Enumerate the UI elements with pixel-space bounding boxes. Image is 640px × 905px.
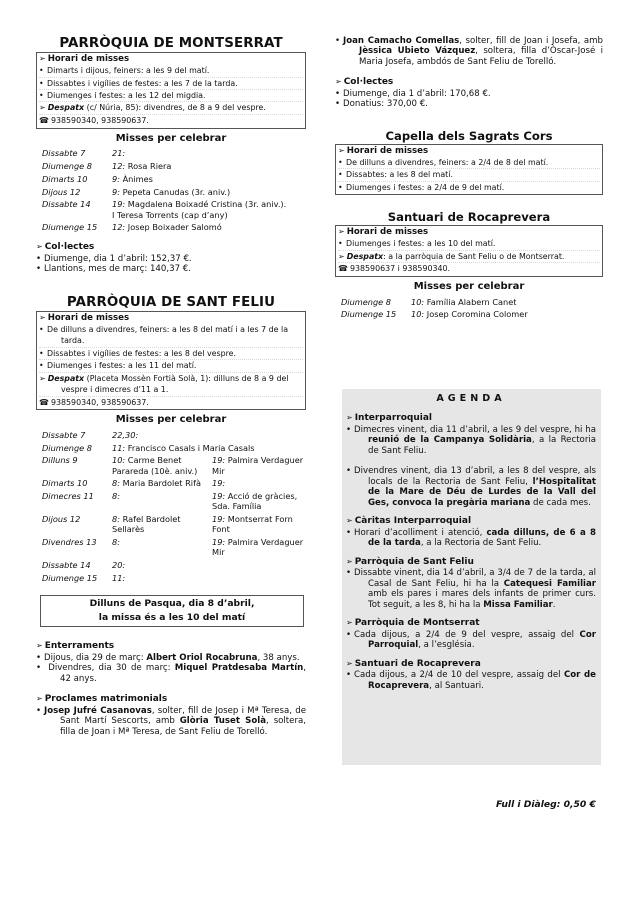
agenda-item: • Divendres vinent, dia 13 d’abril, a les 8 del vespre, als locals de la Rectoria de Sant Feliu, l’Hospitalitat de la Mare de Déu de Lurdes de la Vall del Ges, convoca la pregària mariana de cada mes. (346, 466, 596, 508)
agenda-heading: ➢ Parròquia de Montserrat (346, 618, 480, 629)
table-row: Diumenge 15 12: Josep Boixader Salomó (42, 222, 222, 233)
bullet-icon: • (36, 264, 42, 275)
list-item: • Joan Camacho Comellas, solter, fill de Joan i Josefa, amb Jèssica Ubieto Vázquez, soltera, filla d’Òscar-José i Maria Josefa, ambdós de Sant Feliu de Torelló. (335, 36, 603, 67)
agenda-item: • Cada dijous, a 2/4 de 10 del vespre, assaig del Cor de Rocaprevera, al Santuari. (346, 670, 597, 691)
phone-line: ☎ 938590340, 938590637. (39, 396, 303, 409)
list-item: • Donatius: 370,00 €. (335, 99, 428, 110)
bullet-icon: • (346, 568, 352, 579)
table-row: Diumenge 15 11: (42, 572, 126, 583)
table-row: Dissabte 14 20: (42, 560, 126, 571)
list-item: • Dijous, dia 29 de març: Albert Oriol Rocabruna, 38 anys. (36, 652, 300, 663)
agenda-heading: ➢ Parròquia de Sant Feliu (346, 556, 474, 567)
capella-section (335, 130, 603, 195)
list-item: • Josep Jufré Casanovas, solter, fill de Josep i Mª Teresa, de Sant Martí Sescorts, amb Glòria Tuset Solà, soltera, filla de Joan i Mª Teresa, de Sant Feliu de Torelló. (36, 705, 306, 737)
bullet-icon: • (36, 663, 42, 674)
arrow-icon: ➢ (39, 103, 46, 113)
bullet-icon: • (36, 253, 42, 264)
arrow-icon: ➢ (338, 145, 345, 155)
arrow-icon: ➢ (39, 373, 46, 383)
table-row: Diumenge 8 11: Francisco Casals i Maria Casals (42, 442, 255, 453)
agenda-title: AGENDA (436, 393, 506, 404)
santfeliu-misses-table (36, 429, 306, 585)
table-row: Dimarts 10 8: Maria Bardolet Rifà 19: (42, 478, 226, 489)
bullet-icon: • (338, 170, 343, 180)
table-row: Dimecres 11 8: 19: Acció de gràcies, Sda. Família (42, 491, 298, 512)
montserrat-collectes: ➢ Col·lectes • Diumenge, dia 1 d’abril: 152,37 €. • Llantions, mes de març: 140,37 €. (36, 242, 306, 274)
bullet-icon: • (346, 466, 352, 477)
agenda-heading: ➢ Interparroquial (346, 413, 432, 424)
capella-title: Capella dels Sagrats Cors (385, 128, 553, 143)
proclames-section: ➢ Proclames matrimonials • Josep Jufré Casanovas, solter, fill de Josep i Mª Teresa, de Sant Martí Sescorts, amb Glòria Tuset Solà, soltera, filla de Joan i Mª Teresa, de Sant Feliu de Torelló. (36, 694, 306, 737)
left-column (36, 36, 306, 737)
bullet-icon: • (338, 182, 343, 192)
despatx-line: ➢ Despatx: a la parròquia de Sant Feliu o de Montserrat. (338, 250, 600, 263)
santuari-title: Santuari de Rocaprevera (387, 210, 551, 225)
table-row: Dimarts 10 9: Ànimes (42, 173, 153, 184)
horari-item: • Diumenges i festes: a 2/4 de 9 del matí. (338, 181, 600, 193)
bullet-icon: • (39, 66, 44, 76)
arrow-icon: ➢ (346, 413, 353, 423)
phone-line: ☎ 938590340, 938590637. (39, 114, 303, 127)
horari-item: • Diumenges i festes: a les 10 del matí. (338, 239, 496, 249)
bullet-icon: • (36, 705, 42, 716)
horari-item: • De dilluns a divendres, feiners: a 2/4 de 8 del matí. (338, 157, 549, 167)
right-column (335, 36, 603, 321)
phone-icon: ☎ (338, 264, 348, 274)
misses-title: Misses per celebrar (115, 132, 227, 144)
bullet-icon: • (39, 361, 44, 371)
table-row: Dijous 12 8: Rafel Bardolet Sellarès 19: Montserrat Forn Font (42, 514, 293, 535)
horari-item: • Diumenges i festes: a les 11 del matí. (39, 359, 303, 371)
phone-line: ☎ 938590637 i 938590340. (338, 262, 600, 275)
bullet-icon: • (39, 324, 44, 334)
bullet-icon: • (346, 424, 352, 435)
agenda-heading: ➢ Càritas Interparroquial (346, 516, 472, 527)
santuari-horari-box: ➢ Horari de misses • Diumenges i festes: a les 10 del matí. ➢ Despatx: a la parròquia de Sant Feliu o de Montserrat. ☎ 938590637 i 938590340. (335, 225, 603, 277)
bullet-icon: • (346, 670, 352, 681)
horari-item: • Diumenges i festes: a les 12 del migdia. (39, 89, 303, 101)
arrow-icon: ➢ (346, 556, 353, 566)
table-row: Dissabte 14 19: Magdalena Boixadé Cristina (3r. aniv.). I Teresa Torrents (cap d’any) (42, 199, 287, 220)
table-row: Divendres 13 8: 19: Palmira Verdaguer Mir (42, 537, 304, 558)
table-row: Diumenge 8 12: Rosa Riera (42, 161, 172, 172)
bullet-icon: • (335, 88, 341, 99)
arrow-icon: ➢ (39, 312, 46, 322)
proclames-continued (335, 36, 603, 67)
table-row: Dilluns 9 10: Carme Benet Parareda (10è. aniv.) 19: Palmira Verdaguer Mir (42, 455, 304, 476)
horari-item: • Dissabtes i vigílies de festes: a les 7 de la tarda. (39, 77, 303, 89)
phone-icon: ☎ (39, 116, 49, 126)
arrow-icon: ➢ (36, 694, 43, 704)
price-label: Full i Diàleg: 0,50 € (496, 799, 596, 810)
bullet-icon: • (335, 36, 341, 46)
santfeliu-horari-box: ➢ Horari de misses • De dilluns a divendres, feiners: a les 8 del matí i a les 7 de la tarda. • Dissabtes i vigílies de festes: a les 8 del vespre. • Diumenges i festes: a les 11 del matí. ➢ Despatx (Placeta Mossèn Fortià Solà, 1): dilluns de 8 a 9 del vespre i dimecres d’11 a 1. ☎ 938590340, 938590637. (36, 311, 306, 410)
table-row: Diumenge 8 10: Família Alabern Canet (341, 296, 517, 307)
agenda-item: • Horari d’acolliment i atenció, cada dilluns, de 6 a 8 de la tarda, a la Rectoria de Sant Feliu. (346, 527, 596, 549)
arrow-icon: ➢ (346, 618, 353, 628)
arrow-icon: ➢ (39, 54, 46, 64)
despatx-line: ➢ Despatx (Placeta Mossèn Fortià Solà, 1): dilluns de 8 a 9 del vespre i dimecres d’11 a 1. (39, 372, 303, 396)
table-row: Diumenge 15 10: Josep Coromina Colomer (341, 309, 528, 320)
agenda-box (342, 389, 601, 765)
pasqua-notice: Dilluns de Pasqua, dia 8 d’abril, la missa és a les 10 del matí (40, 595, 304, 628)
arrow-icon: ➢ (36, 641, 43, 651)
bullet-icon: • (36, 652, 42, 663)
arrow-icon: ➢ (346, 658, 353, 668)
santuari-section (335, 211, 603, 321)
table-row: Dijous 12 9: Pepeta Canudas (3r. aniv.) (42, 186, 231, 197)
misses-title: Misses per celebrar (115, 414, 227, 426)
bullet-icon: • (39, 78, 44, 88)
arrow-icon: ➢ (335, 77, 342, 87)
santuari-misses-table (335, 296, 603, 322)
montserrat-misses-table (36, 147, 306, 234)
capella-horari-box: ➢ Horari de misses • De dilluns a divendres, feiners: a 2/4 de 8 del matí. • Dissabtes: a les 8 del matí. • Diumenges i festes: a 2/4 de 9 del matí. (335, 144, 603, 195)
arrow-icon: ➢ (338, 227, 345, 237)
agenda-heading: ➢ Santuari de Rocaprevera (346, 658, 481, 669)
bullet-icon: • (346, 527, 352, 538)
arrow-icon: ➢ (338, 251, 345, 261)
despatx-line: ➢ Despatx (c/ Núria, 85): divendres, de 8 a 9 del vespre. (39, 101, 303, 114)
list-item: • Llantions, mes de març: 140,37 €. (36, 264, 191, 275)
horari-item: • Dimarts i dijous, feiners: a les 9 del matí. (39, 66, 210, 76)
horari-label: Horari de misses (47, 54, 130, 65)
table-row: Dissabte 7 22,30: (42, 429, 139, 440)
montserrat-title: PARRÒQUIA DE MONTSERRAT (59, 36, 283, 51)
list-item: • Divendres, dia 30 de març: Miquel Pratdesaba Martín, 42 anys. (36, 663, 306, 684)
montserrat-section (36, 36, 306, 275)
bullet-icon: • (39, 348, 44, 358)
agenda-item: • Cada dijous, a 2/4 de 9 del vespre, assaig del Cor Parroquial, a l’església. (346, 629, 596, 651)
bullet-icon: • (338, 157, 343, 167)
misses-title: Misses per celebrar (413, 280, 525, 292)
agenda-item: • Dissabte vinent, dia 14 d’abril, a 3/4 de 7 de la tarda, al Casal de Sant Feliu, hi ha la Catequesi Familiar amb els pares i mares dels infants de primer curs. Tot seguit, a les 8, hi ha la Missa Familiar. (346, 568, 596, 610)
horari-item: • Dissabtes i vigílies de festes: a les 8 del vespre. (39, 347, 303, 359)
bullet-icon: • (346, 629, 352, 640)
horari-item: • De dilluns a divendres, feiners: a les 8 del matí i a les 7 de la tarda. (39, 324, 289, 346)
bullet-icon: • (338, 239, 343, 249)
montserrat-horari-box (36, 52, 306, 129)
santfeliu-section (36, 295, 306, 585)
enterraments-section: ➢ Enterraments • Dijous, dia 29 de març: Albert Oriol Rocabruna, 38 anys. • Divendres, dia 30 de març: Miquel Pratdesaba Martín, 42 anys. (36, 641, 306, 684)
santfeliu-collectes: ➢ Col·lectes • Diumenge, dia 1 d’abril: 170,68 €. • Donatius: 370,00 €. (335, 77, 603, 109)
bullet-icon: • (39, 90, 44, 100)
santfeliu-title: PARRÒQUIA DE SANT FELIU (66, 294, 276, 310)
list-item: • Diumenge, dia 1 d’abril: 170,68 €. (335, 88, 491, 99)
despatx-label: Despatx (47, 103, 85, 113)
horari-item: • Dissabtes: a les 8 del matí. (338, 168, 600, 180)
agenda-item: • Dimecres vinent, dia 11 d’abril, a les 9 del vespre, hi ha reunió de la Campanya Solidària, a la Rectoria de Sant Feliu. (346, 424, 597, 456)
arrow-icon: ➢ (346, 516, 353, 526)
arrow-icon: ➢ (36, 242, 43, 252)
bullet-icon: • (335, 99, 341, 110)
table-row: Dissabte 7 21: (42, 148, 126, 159)
phone-icon: ☎ (39, 397, 49, 407)
list-item: • Diumenge, dia 1 d’abril: 152,37 €. (36, 253, 192, 264)
